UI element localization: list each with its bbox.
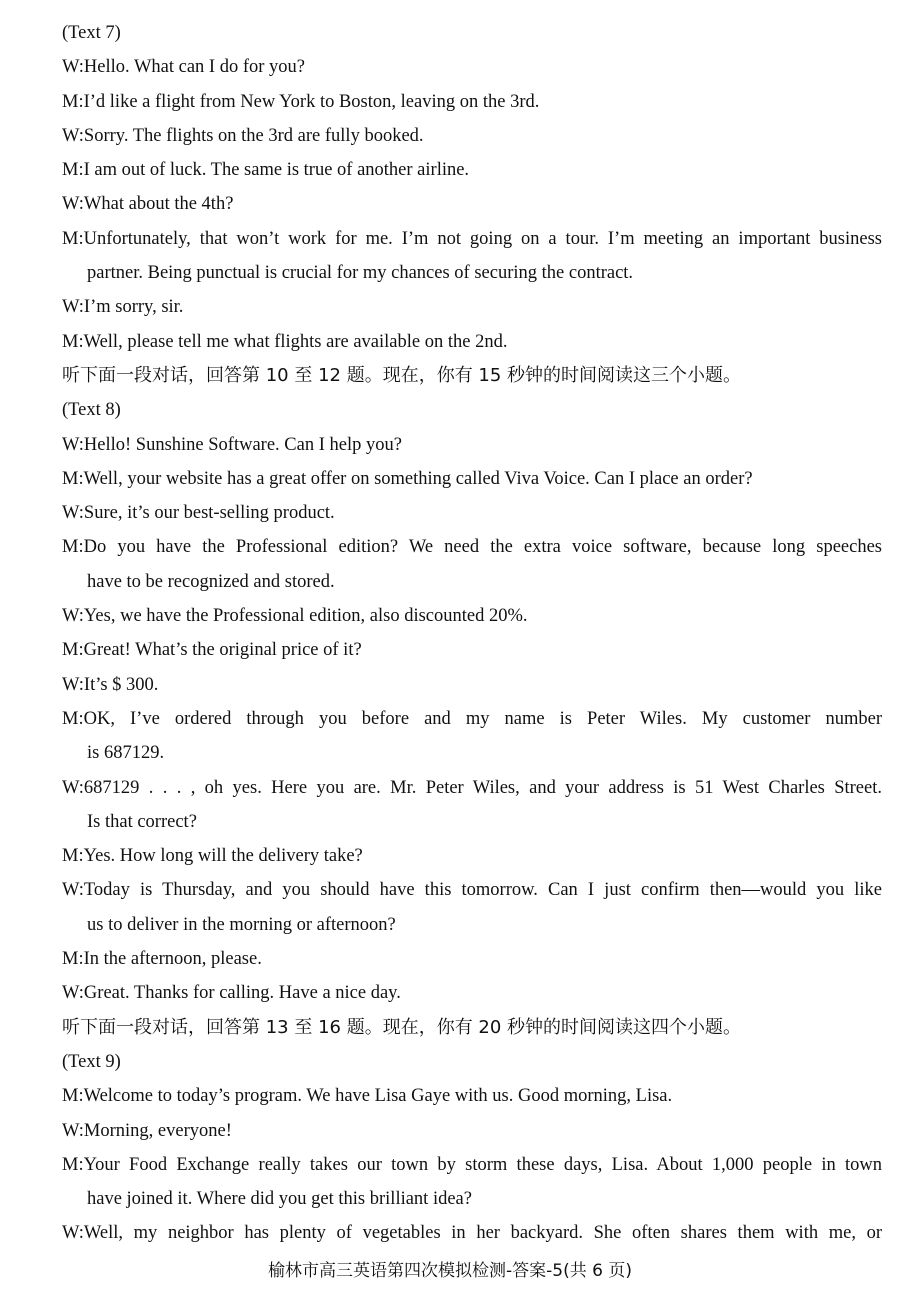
speaker-label: W <box>62 1120 79 1141</box>
instruction-line: 听下面一段对话，回答第 10 至 12 题。现在，你有 15 秒钟的时间阅读这三个小题。 <box>62 364 742 386</box>
section-heading: (Text 9) <box>62 1051 121 1072</box>
dialogue-line: W:Well, my neighbor has plenty of vegetables in her backyard. She often shares them with me, or <box>62 1223 882 1244</box>
instruction-line: 听下面一段对话，回答第 13 至 16 题。现在，你有 20 秒钟的时间阅读这四个小题。 <box>62 1016 742 1038</box>
dialogue-line: W:687129 . . . , oh yes. Here you are. Mr. Peter Wiles, and your address is 51 West Charles Street. <box>62 777 882 798</box>
speaker-label: M <box>62 468 79 489</box>
dialogue-line: M:Well, please tell me what flights are available on the 2nd. <box>62 331 508 352</box>
dialogue-line: M:I am out of luck. The same is true of another airline. <box>62 160 470 181</box>
dialogue-line: M:Well, your website has a great offer on something called Viva Voice. Can I place an order? <box>62 468 753 489</box>
speaker-label: W <box>62 125 79 146</box>
speaker-label: M <box>62 1086 79 1107</box>
dialogue-line: W:It’s $ 300. <box>62 674 159 695</box>
dialogue-line: W:Hello! Sunshine Software. Can I help you? <box>62 434 402 455</box>
dialogue-line: M:Do you have the Professional edition? We need the extra voice software, because long speeches <box>62 537 882 558</box>
dialogue-line: M:Welcome to today’s program. We have Lisa Gaye with us. Good morning, Lisa. <box>62 1086 673 1107</box>
speaker-label: M <box>62 640 79 661</box>
speaker-label: M <box>62 708 79 729</box>
speaker-label: M <box>62 1154 79 1175</box>
dialogue-line: W:Hello. What can I do for you? <box>62 57 305 78</box>
dialogue-line: M:Unfortunately, that won’t work for me. I’m not going on a tour. I’m meeting an important business <box>62 228 882 249</box>
speaker-label: W <box>62 1223 79 1244</box>
page-footer: 榆林市高三英语第四次模拟检测-答案-5(共 6 页) <box>268 1261 632 1281</box>
speaker-label: M <box>62 846 79 867</box>
dialogue-line: W:Yes, we have the Professional edition, also discounted 20%. <box>62 606 528 627</box>
speaker-label: W <box>62 777 79 798</box>
section-heading: (Text 7) <box>62 23 121 43</box>
dialogue-continuation: have joined it. Where did you get this brilliant idea? <box>87 1189 472 1210</box>
speaker-label: W <box>62 606 79 627</box>
speaker-label: M <box>62 160 79 181</box>
speaker-label: W <box>62 983 79 1004</box>
speaker-label: W <box>62 57 79 78</box>
section-heading: (Text 8) <box>62 400 121 421</box>
dialogue-line: W:Morning, everyone! <box>62 1120 232 1141</box>
speaker-label: M <box>62 228 79 249</box>
dialogue-line: M:I’d like a flight from New York to Boston, leaving on the 3rd. <box>62 91 540 112</box>
dialogue-line: M:OK, I’ve ordered through you before and my name is Peter Wiles. My customer number <box>62 708 882 729</box>
dialogue-line: W:Today is Thursday, and you should have this tomorrow. Can I just confirm then—would you like <box>62 880 882 901</box>
dialogue-continuation: us to deliver in the morning or afternoon? <box>87 914 396 935</box>
speaker-label: W <box>62 880 79 901</box>
dialogue-line: W:Sure, it’s our best-selling product. <box>62 503 335 524</box>
dialogue-continuation: have to be recognized and stored. <box>87 571 335 592</box>
dialogue-continuation: partner. Being punctual is crucial for my chances of securing the contract. <box>87 263 634 284</box>
dialogue-line: W:What about the 4th? <box>62 194 234 215</box>
dialogue-line: M:Yes. How long will the delivery take? <box>62 846 363 867</box>
speaker-label: W <box>62 674 79 695</box>
dialogue-line: M:In the afternoon, please. <box>62 949 262 970</box>
dialogue-line: M:Your Food Exchange really takes our town by storm these days, Lisa. About 1,000 people in town <box>62 1154 882 1175</box>
transcript-body <box>62 16 882 1251</box>
dialogue-line: W:Sorry. The flights on the 3rd are fully booked. <box>62 125 424 146</box>
speaker-label: W <box>62 503 79 524</box>
dialogue-line: W:Great. Thanks for calling. Have a nice day. <box>62 983 401 1004</box>
speaker-label: M <box>62 331 79 352</box>
speaker-label: M <box>62 91 79 112</box>
speaker-label: W <box>62 297 79 318</box>
dialogue-line: M:Great! What’s the original price of it? <box>62 640 362 661</box>
speaker-label: W <box>62 194 79 215</box>
dialogue-continuation: Is that correct? <box>87 811 197 832</box>
dialogue-continuation: is 687129. <box>87 743 165 764</box>
speaker-label: M <box>62 949 79 970</box>
speaker-label: M <box>62 537 79 558</box>
speaker-label: W <box>62 434 79 455</box>
dialogue-line: W:I’m sorry, sir. <box>62 297 184 318</box>
